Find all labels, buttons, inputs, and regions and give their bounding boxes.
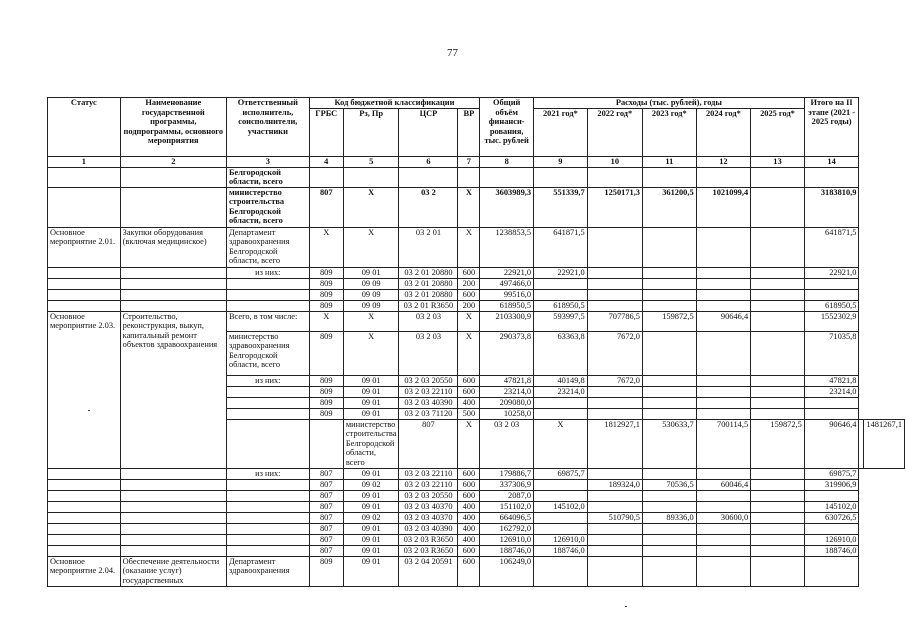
responsible-cell: из них: (226, 468, 309, 479)
stage-total-cell: 630726,5 (804, 512, 859, 523)
column-number: 1 (48, 156, 121, 167)
grbs-cell: 809 (309, 278, 343, 289)
vr-header: ВР (458, 108, 480, 156)
year-2024-header: 2024 год* (696, 108, 751, 156)
scan-artifact (88, 410, 90, 411)
y2023-cell: 159872,5 (642, 311, 696, 331)
csr-cell: 03 2 03 22110 (399, 468, 458, 479)
grbs-cell: 807 (399, 419, 458, 468)
total-cell: 179886,7 (480, 468, 534, 479)
rz-cell: 09 09 (343, 300, 399, 311)
csr-cell: 03 2 03 22110 (399, 479, 458, 490)
rz-cell: 09 01 (343, 490, 399, 501)
total-cell: 3603989,3 (480, 187, 534, 227)
y2021-cell: 551339,7 (534, 187, 588, 227)
rz-cell: 09 01 (343, 534, 399, 545)
table-row (48, 534, 905, 545)
csr-cell: 03 2 03 20550 (399, 375, 458, 386)
status-cell: Основное мероприятие 2.03. (48, 311, 121, 468)
table-row (48, 545, 905, 556)
status-cell: Основное мероприятие 2.04. (48, 556, 121, 586)
csr-cell: 03 2 03 R3650 (399, 534, 458, 545)
total-cell: 126910,0 (480, 534, 534, 545)
rz-cell: 09 02 (343, 512, 399, 523)
name-header: Наименование государственной программы, подпрограммы, основного мероприятия (120, 98, 226, 157)
column-number: 4 (309, 156, 343, 167)
grbs-cell: 809 (309, 267, 343, 278)
total-cell: 106249,0 (480, 556, 534, 586)
total-cell: 290373,8 (480, 331, 534, 375)
year-2021-header: 2021 год* (534, 108, 588, 156)
rz-cell: 09 01 (343, 267, 399, 278)
table-row (48, 311, 905, 331)
vr-cell: X (534, 419, 588, 468)
vr-cell: 600 (458, 479, 480, 490)
stage-total-cell: 47821,8 (804, 375, 859, 386)
vr-cell: 600 (458, 267, 480, 278)
stage-total-cell: 23214,0 (804, 386, 859, 397)
vr-cell: X (458, 331, 480, 375)
column-number: 13 (751, 156, 805, 167)
responsible-cell: Всего, в том числе: (226, 311, 309, 331)
scan-artifact (625, 606, 627, 607)
y2023-cell: 361200,5 (642, 187, 696, 227)
rz-cell: 09 01 (343, 468, 399, 479)
total-cell: 209080,0 (480, 397, 534, 408)
stage-total-cell: 126910,0 (804, 534, 859, 545)
vr-cell: 400 (458, 534, 480, 545)
grbs-cell: 807 (309, 501, 343, 512)
stage-total-cell: 71035,8 (804, 331, 859, 375)
vr-cell: X (458, 311, 480, 331)
stage-total-cell: 188746,0 (804, 545, 859, 556)
vr-cell: X (458, 227, 480, 267)
total-cell: 497466,0 (480, 278, 534, 289)
stage-total-cell: 3183810,9 (804, 187, 859, 227)
grbs-cell: 807 (309, 534, 343, 545)
year-2022-header: 2022 год* (587, 108, 642, 156)
column-number: 8 (480, 156, 534, 167)
y2022-cell: 707786,5 (587, 311, 642, 331)
table-row (48, 187, 905, 227)
rz-cell: 09 09 (343, 289, 399, 300)
y2024-cell: 90646,4 (696, 311, 751, 331)
grbs-cell: 809 (309, 556, 343, 586)
column-number-row (48, 156, 905, 167)
total-cell: 151102,0 (480, 501, 534, 512)
column-number: 10 (587, 156, 642, 167)
table-row (48, 523, 905, 534)
total-cell: 2103300,9 (480, 311, 534, 331)
rz-header: Рз, Пр (343, 108, 399, 156)
csr-cell: 03 2 (399, 187, 458, 227)
responsible-cell: министерство здравоохранения Белгородской области, всего (226, 331, 309, 375)
budget-code-header: Код бюджетной классификации (309, 98, 480, 109)
y2021-cell: 126910,0 (534, 534, 588, 545)
header-row-1 (48, 98, 905, 109)
csr-cell: 03 2 03 40370 (399, 512, 458, 523)
rz-cell: 09 01 (343, 375, 399, 386)
total-cell: 2087,0 (480, 490, 534, 501)
vr-cell: 500 (458, 408, 480, 419)
grbs-cell: 809 (309, 397, 343, 408)
grbs-cell: 809 (309, 331, 343, 375)
grbs-cell: 807 (309, 512, 343, 523)
csr-header: ЦСР (399, 108, 458, 156)
grbs-cell: 809 (309, 408, 343, 419)
y2025-cell (751, 187, 805, 227)
y2022-cell: 510790,5 (587, 512, 642, 523)
responsible-cell: министерство строительства Белгородской области, всего (343, 419, 399, 468)
csr-cell: 03 2 01 20880 (399, 267, 458, 278)
column-number: 3 (226, 156, 309, 167)
y2023-cell: 159872,5 (751, 419, 805, 468)
csr-cell: 03 2 04 20591 (399, 556, 458, 586)
y2022-cell: 7672,0 (587, 375, 642, 386)
stage-total-cell: 145102,0 (804, 501, 859, 512)
csr-cell: 03 2 03 (480, 419, 534, 468)
total-header: Общий объём финанси-рования, тыс. рублей (480, 98, 534, 157)
csr-cell: 03 2 03 (399, 311, 458, 331)
table-row (48, 556, 905, 586)
responsible-cell: из них: (226, 267, 309, 278)
total-cell: 618950,5 (480, 300, 534, 311)
vr-cell: 400 (458, 512, 480, 523)
vr-cell: 600 (458, 556, 480, 586)
vr-cell: 400 (458, 397, 480, 408)
csr-cell: 03 2 01 20880 (399, 278, 458, 289)
column-number: 12 (696, 156, 751, 167)
y2023-cell: 70536,5 (642, 479, 696, 490)
y2021-cell: 530633,7 (642, 419, 696, 468)
column-number: 14 (804, 156, 859, 167)
year-2023-header: 2023 год* (642, 108, 696, 156)
y2022-cell: 700114,5 (696, 419, 751, 468)
name-cell: Обеспечение деятельности (оказание услуг) государственных (120, 556, 226, 586)
csr-cell: 03 2 01 20880 (399, 289, 458, 300)
status-header: Статус (48, 98, 121, 157)
responsible-cell: Департамент здравоохранения Белгородской области, всего (226, 227, 309, 267)
grbs-cell: 807 (309, 468, 343, 479)
vr-cell: 600 (458, 386, 480, 397)
vr-cell: X (458, 187, 480, 227)
y2021-cell: 641871,5 (534, 227, 588, 267)
table-row (48, 278, 905, 289)
y2021-cell: 618950,5 (534, 300, 588, 311)
rz-cell: 09 02 (343, 479, 399, 490)
total-cell: 664096,5 (480, 512, 534, 523)
total-cell: 47821,8 (480, 375, 534, 386)
y2023-cell: 89336,0 (642, 512, 696, 523)
csr-cell: 03 2 01 (399, 227, 458, 267)
table-row (48, 468, 905, 479)
table-row (48, 300, 905, 311)
grbs-cell: X (309, 227, 343, 267)
csr-cell: 03 2 03 40370 (399, 501, 458, 512)
column-number: 9 (534, 156, 588, 167)
rz-cell: 09 01 (343, 408, 399, 419)
y2024-cell: 60046,4 (696, 479, 751, 490)
grbs-cell: X (309, 311, 343, 331)
y2021-cell: 145102,0 (534, 501, 588, 512)
responsible-header: Ответственный исполнитель, соисполнители, участники (226, 98, 309, 157)
csr-cell: 03 2 03 71120 (399, 408, 458, 419)
vr-cell: 200 (458, 278, 480, 289)
grbs-cell: 809 (309, 289, 343, 300)
total-cell: 22921,0 (480, 267, 534, 278)
table-row (48, 267, 905, 278)
grbs-cell: 809 (309, 300, 343, 311)
stage-total-cell: 319906,9 (804, 479, 859, 490)
vr-cell: 600 (458, 468, 480, 479)
page-number: 77 (447, 47, 458, 59)
vr-cell: 400 (458, 523, 480, 534)
vr-cell: 600 (458, 490, 480, 501)
vr-cell: 600 (458, 545, 480, 556)
y2021-cell: 40149,8 (534, 375, 588, 386)
budget-table (47, 97, 905, 587)
csr-cell: 03 2 03 (399, 331, 458, 375)
rz-cell: X (343, 187, 399, 227)
total-cell: 188746,0 (480, 545, 534, 556)
csr-cell: 03 2 03 40390 (399, 397, 458, 408)
y2022-cell: 1250171,3 (587, 187, 642, 227)
rz-cell: 09 01 (343, 523, 399, 534)
grbs-header: ГРБС (309, 108, 343, 156)
grbs-cell: 807 (309, 523, 343, 534)
stage-total-cell: 69875,7 (804, 468, 859, 479)
responsible-cell: из них: (226, 375, 309, 386)
stage-total-cell: 1552302,9 (804, 311, 859, 331)
total-cell: 1238853,5 (480, 227, 534, 267)
csr-cell: 03 2 03 22110 (399, 386, 458, 397)
total-cell: 162792,0 (480, 523, 534, 534)
y2022-cell: 189324,0 (587, 479, 642, 490)
y2021-cell: 188746,0 (534, 545, 588, 556)
column-number: 5 (343, 156, 399, 167)
rz-cell: X (343, 311, 399, 331)
y2021-cell: 23214,0 (534, 386, 588, 397)
rz-cell: 09 01 (343, 386, 399, 397)
total-cell: 1812927,1 (587, 419, 642, 468)
column-number: 11 (642, 156, 696, 167)
y2021-cell: 593997,5 (534, 311, 588, 331)
csr-cell: 03 2 03 R3650 (399, 545, 458, 556)
table-row (48, 227, 905, 267)
rz-cell: 09 01 (343, 556, 399, 586)
total-cell: 337306,9 (480, 479, 534, 490)
table-row (48, 501, 905, 512)
rz-cell: 09 01 (343, 501, 399, 512)
stage-total-cell: 22921,0 (804, 267, 859, 278)
rz-cell: 09 01 (343, 397, 399, 408)
vr-cell: 200 (458, 300, 480, 311)
total-cell: 99516,0 (480, 289, 534, 300)
csr-cell: 03 2 03 40390 (399, 523, 458, 534)
rz-cell: 09 09 (343, 278, 399, 289)
year-2025-header: 2025 год* (751, 108, 805, 156)
y2024-cell: 1021099,4 (696, 187, 751, 227)
stage-total-cell: 1481267,1 (864, 419, 905, 468)
total-cell: 10258,0 (480, 408, 534, 419)
vr-cell: 400 (458, 501, 480, 512)
column-number: 6 (399, 156, 458, 167)
grbs-cell: 807 (309, 545, 343, 556)
vr-cell: 600 (458, 375, 480, 386)
responsible-cell: Белгородской области, всего (226, 167, 309, 187)
table-row (48, 289, 905, 300)
table-row (48, 490, 905, 501)
stage-total-cell: 641871,5 (804, 227, 859, 267)
y2021-cell: 69875,7 (534, 468, 588, 479)
table-row (48, 512, 905, 523)
grbs-cell: 807 (309, 187, 343, 227)
total-cell: 23214,0 (480, 386, 534, 397)
grbs-cell: 809 (309, 375, 343, 386)
rz-cell: 09 01 (343, 545, 399, 556)
y2021-cell: 63363,8 (534, 331, 588, 375)
name-cell: Строительство, реконструкция, выкуп, капитальный ремонт объектов здравоохранения (120, 311, 226, 468)
csr-cell: 03 2 03 20550 (399, 490, 458, 501)
rz-cell: X (458, 419, 480, 468)
stage-total-header: Итого на II этапе (2021 - 2025 годы) (804, 98, 859, 157)
responsible-cell: Департамент здравоохранения (226, 556, 309, 586)
name-cell: Закупки оборудования (включая медицинское) (120, 227, 226, 267)
rz-cell: X (343, 227, 399, 267)
grbs-cell: 807 (309, 479, 343, 490)
table-row (48, 479, 905, 490)
status-cell: Основное мероприятие 2.01. (48, 227, 121, 267)
vr-cell: 600 (458, 289, 480, 300)
expenses-header: Расходы (тыс. рублей), годы (534, 98, 805, 109)
table-row (48, 167, 905, 187)
responsible-cell: министерство строительства Белгородской области, всего (226, 187, 309, 227)
y2021-cell: 22921,0 (534, 267, 588, 278)
y2022-cell: 7672,0 (587, 331, 642, 375)
rz-cell: X (343, 331, 399, 375)
y2024-cell: 90646,4 (804, 419, 859, 468)
column-number: 7 (458, 156, 480, 167)
y2024-cell: 30600,0 (696, 512, 751, 523)
csr-cell: 03 2 01 R3650 (399, 300, 458, 311)
grbs-cell: 807 (309, 490, 343, 501)
column-number: 2 (120, 156, 226, 167)
grbs-cell: 809 (309, 386, 343, 397)
stage-total-cell: 618950,5 (804, 300, 859, 311)
